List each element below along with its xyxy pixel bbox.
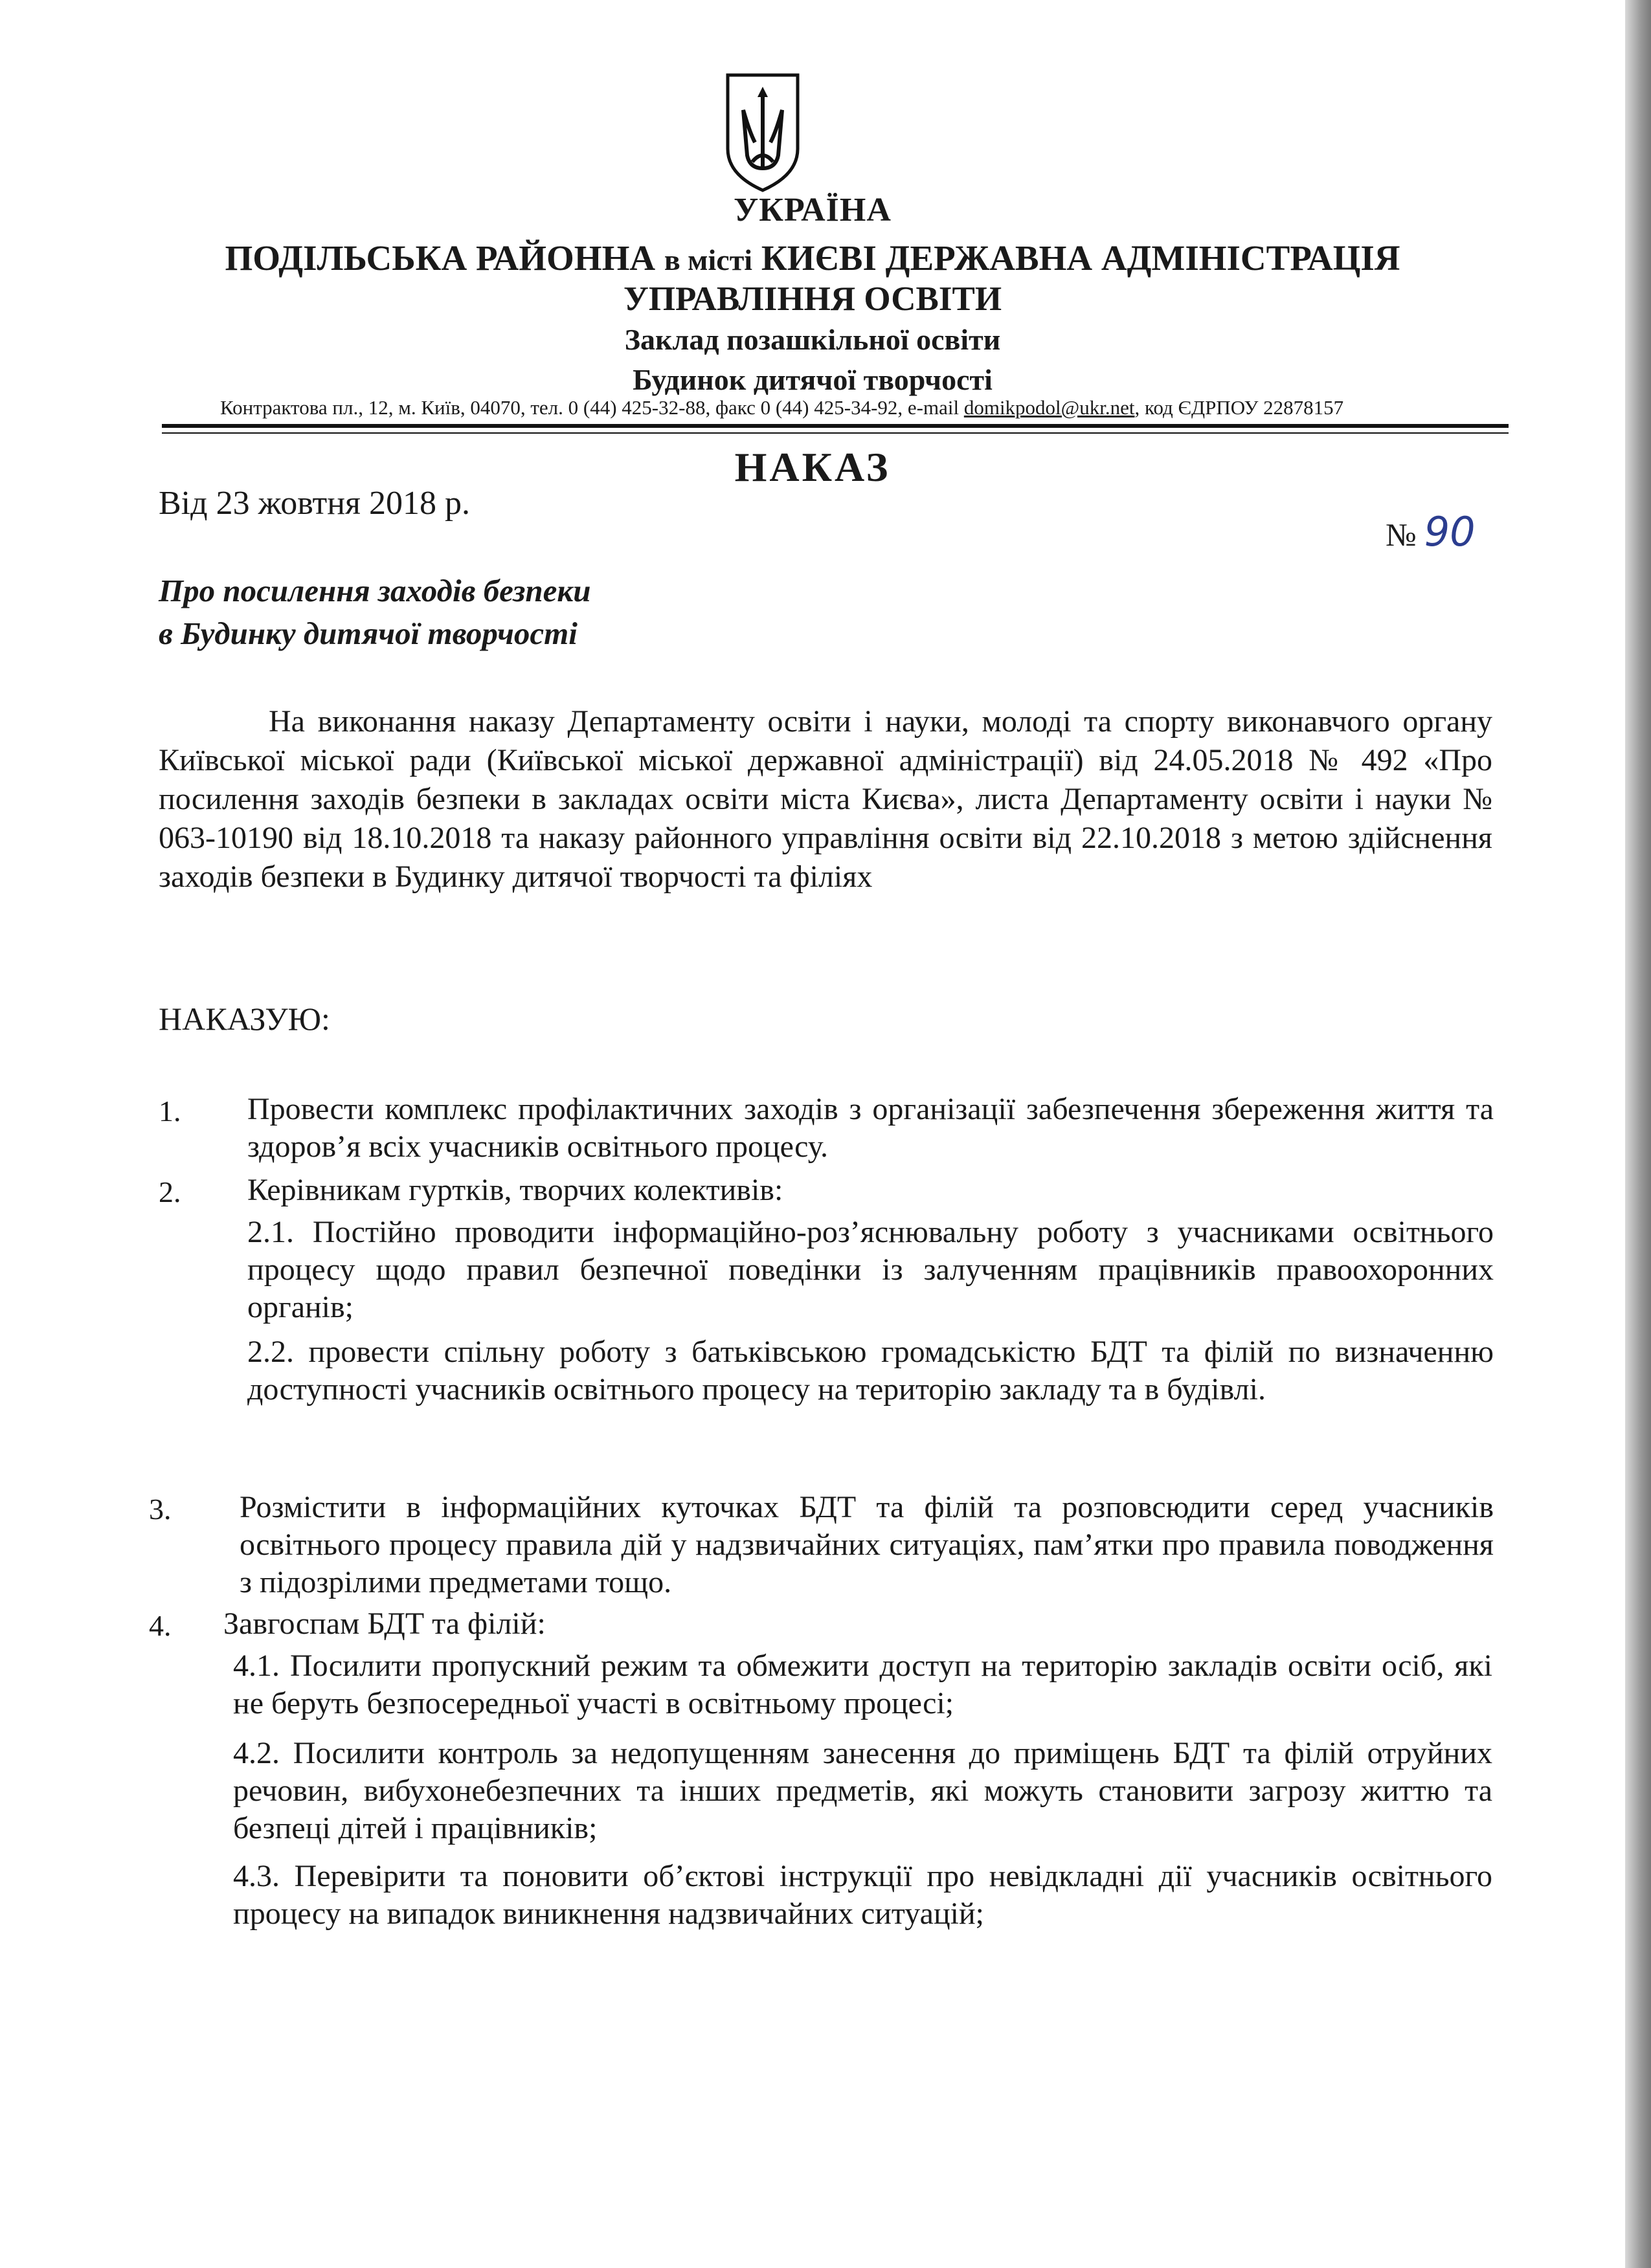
header-divider-thick bbox=[162, 424, 1509, 428]
scan-edge-shadow bbox=[1625, 0, 1651, 2268]
order-subject bbox=[159, 570, 590, 655]
item-number-2: 2. bbox=[159, 1175, 181, 1208]
institution-line-1: Заклад позашкільної освіти bbox=[624, 323, 1001, 356]
item-1: Провести комплекс профілактичних заходів з організації забезпечення збереження життя та здоров’я всіх учасників освітнього процесу. bbox=[247, 1092, 1494, 1164]
item-2: Керівникам гуртків, творчих колективів: bbox=[247, 1173, 783, 1207]
contact-email-link[interactable]: domikpodol@ukr.net bbox=[963, 396, 1135, 419]
item-3: Розмістити в інформаційних куточках БДТ та філій та розповсюдити серед учасників освітнього процесу правила дій у надзвичайних ситуаціях, пам’ятки про правила поводження з підозрілими предметами тощо. bbox=[240, 1490, 1494, 1599]
item-number-3: 3. bbox=[149, 1493, 172, 1526]
item-4: Завгоспам БДТ та філій: bbox=[223, 1606, 546, 1641]
item-number-1: 1. bbox=[159, 1095, 181, 1128]
item-4-2: 4.2. Посилити контроль за недопущенням занесення до приміщень БДТ та філій отруйних речовин, вибухонебезпечних та інших предметів, які можуть становити загрозу життю та безпеці дітей і працівників; bbox=[233, 1736, 1492, 1845]
order-title: НАКАЗ bbox=[734, 444, 891, 490]
item-2-1: 2.1. Постійно проводити інформаційно-роз’яснювальну роботу з учасниками освітнього процесу щодо правил безпечної поведінки із залученням працівників правоохоронних органів; bbox=[247, 1215, 1494, 1324]
header-divider-thin bbox=[162, 432, 1509, 434]
order-date: Від 23 жовтня 2018 р. bbox=[159, 485, 470, 522]
subject-line-2: в Будинку дитячої творчості bbox=[159, 616, 578, 651]
order-number-handwritten: 90 bbox=[1424, 508, 1476, 555]
country-heading: УКРАЇНА bbox=[734, 192, 892, 228]
subject-line-1: Про посилення заходів безпеки bbox=[159, 573, 591, 608]
order-number bbox=[1386, 508, 1476, 555]
institution-line-2: Будинок дитячої творчості bbox=[633, 363, 993, 396]
contact-code: , код ЄДРПОУ 22878157 bbox=[1134, 396, 1344, 419]
item-4-1: 4.1. Посилити пропускний режим та обмежити доступ на територію закладів освіти осіб, які не беруть безпосередньої участі в освітньому процесі; bbox=[233, 1649, 1492, 1720]
item-2-2: 2.2. провести спільну роботу з батьківською громадськістю БДТ та філій по визначенню доступності учасників освітнього процесу на територію закладу та в будівлі. bbox=[247, 1335, 1494, 1406]
coat-of-arms-icon bbox=[724, 71, 802, 194]
order-directive-heading: НАКАЗУЮ: bbox=[159, 1001, 330, 1037]
administration-part-3: КИЄВІ ДЕРЖАВНА АДМІНІСТРАЦІЯ bbox=[752, 238, 1400, 278]
item-4-3: 4.3. Перевірити та поновити об’єктові інструкції про невідкладні дії учасників освітнього процесу на випадок виникнення надзвичайних ситуацій; bbox=[233, 1859, 1492, 1931]
preamble-paragraph: На виконання наказу Департаменту освіти і науки, молоді та спорту виконавчого органу Київської міської ради (Київської міської державної адміністрації) від 24.05.2018 № 492 «Про посилення заходів безпеки в закладах освіти міста Києва», листа Департаменту освіти і науки № 063-10190 від 18.10.2018 та наказу районного управління освіти від 22.10.2018 з метою здійснення заходів безпеки в Будинку дитячої творчості та філіях bbox=[159, 704, 1492, 894]
order-number-label: № bbox=[1386, 517, 1417, 553]
contact-address: Контрактова пл., 12, м. Київ, 04070, тел. 0 (44) 425-32-88, факс 0 (44) 425-34-92, e-mail bbox=[220, 396, 964, 419]
administration-heading bbox=[0, 238, 1625, 278]
administration-part-2: в місті bbox=[664, 243, 753, 276]
administration-part-1: ПОДІЛЬСЬКА РАЙОННА bbox=[225, 238, 664, 278]
department-heading: УПРАВЛІННЯ ОСВІТИ bbox=[623, 280, 1002, 318]
item-number-4: 4. bbox=[149, 1609, 172, 1642]
contact-line bbox=[220, 396, 1343, 419]
